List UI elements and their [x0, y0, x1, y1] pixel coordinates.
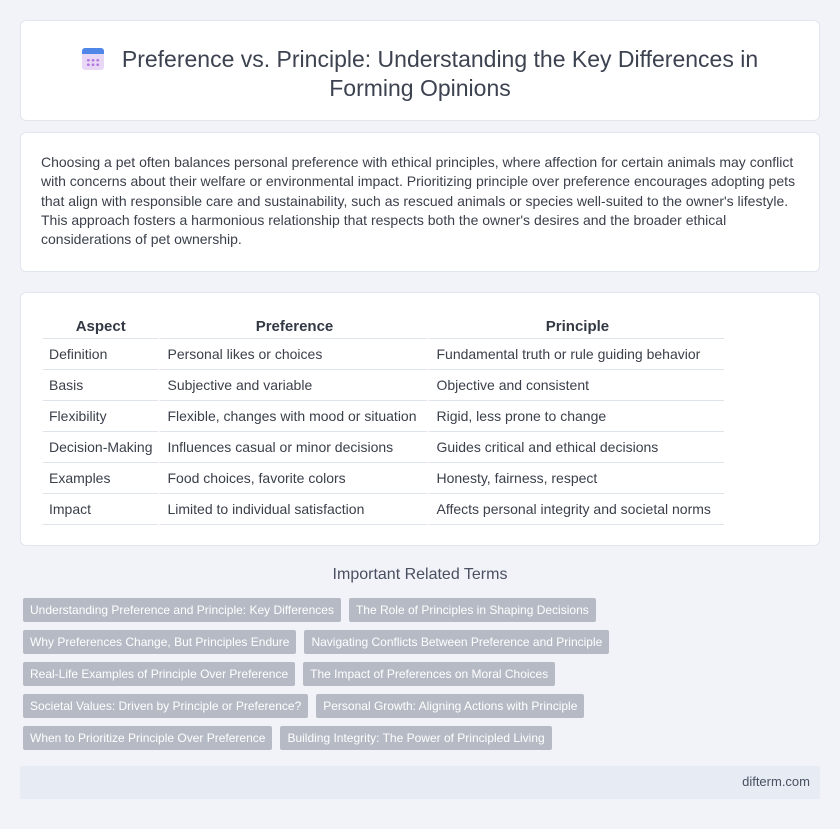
- related-term-tag[interactable]: The Role of Principles in Shaping Decisions: [349, 598, 596, 622]
- related-term-tag[interactable]: Personal Growth: Aligning Actions with Principle: [316, 694, 584, 718]
- tag-row: [23, 694, 803, 718]
- intro-paragraph: Choosing a pet often balances personal preference with ethical principles, where affection for certain animals may conflict with concerns about their welfare or environmental impact. Prioritizing principle over preference encourages adopting pets that align with responsible care and sustainability, such as rescued animals or species well-suited to the owner's lifestyle. This approach fosters a harmonious relationship that respects both the owner's desires and the broader ethical considerations of pet ownership.: [41, 154, 796, 248]
- page-title: Preference vs. Principle: Understanding the Key Differences in Forming Opinions: [121, 46, 759, 101]
- related-term-tag[interactable]: The Impact of Preferences on Moral Choices: [303, 662, 555, 686]
- cell-preference: Subjective and variable: [158, 370, 427, 401]
- intro-card: [20, 132, 820, 272]
- header-principle: Principle: [427, 314, 724, 339]
- table-row: [43, 494, 724, 525]
- related-term-tag[interactable]: When to Prioritize Principle Over Preference: [23, 726, 272, 750]
- cell-preference: Food choices, favorite colors: [158, 463, 427, 494]
- cell-aspect: Examples: [43, 463, 158, 494]
- tag-row: [23, 662, 803, 686]
- comparison-table-card: [20, 292, 820, 546]
- table-header-row: [43, 314, 724, 339]
- table-row: [43, 339, 724, 370]
- related-terms-heading: Important Related Terms: [332, 566, 508, 583]
- related-term-tag[interactable]: Societal Values: Driven by Principle or Preference?: [23, 694, 308, 718]
- cell-preference: Personal likes or choices: [158, 339, 427, 370]
- tag-row: [23, 726, 803, 750]
- cell-principle: Guides critical and ethical decisions: [427, 432, 724, 463]
- cell-preference: Limited to individual satisfaction: [158, 494, 427, 525]
- table-row: [43, 432, 724, 463]
- footer: [20, 766, 820, 799]
- cell-aspect: Impact: [43, 494, 158, 525]
- cell-preference: Flexible, changes with mood or situation: [158, 401, 427, 432]
- cell-principle: Fundamental truth or rule guiding behavior: [427, 339, 724, 370]
- tag-row: [23, 630, 803, 654]
- page-title-wrap: [21, 45, 819, 103]
- calendar-icon: [82, 48, 104, 70]
- cell-principle: Honesty, fairness, respect: [427, 463, 724, 494]
- table-row: [43, 370, 724, 401]
- related-term-tag[interactable]: Why Preferences Change, But Principles Endure: [23, 630, 296, 654]
- table-row: [43, 401, 724, 432]
- tag-row: [23, 598, 803, 622]
- footer-site-link[interactable]: difterm.com: [742, 774, 810, 789]
- cell-principle: Rigid, less prone to change: [427, 401, 724, 432]
- cell-aspect: Decision-Making: [43, 432, 158, 463]
- cell-principle: Objective and consistent: [427, 370, 724, 401]
- cell-preference: Influences casual or minor decisions: [158, 432, 427, 463]
- table-row: [43, 463, 724, 494]
- related-term-tag[interactable]: Real-Life Examples of Principle Over Preference: [23, 662, 295, 686]
- cell-aspect: Basis: [43, 370, 158, 401]
- comparison-table: [43, 314, 724, 525]
- related-term-tag[interactable]: Building Integrity: The Power of Principled Living: [280, 726, 551, 750]
- header-aspect: Aspect: [43, 314, 158, 339]
- title-card: [20, 20, 820, 121]
- header-preference: Preference: [158, 314, 427, 339]
- cell-aspect: Definition: [43, 339, 158, 370]
- related-term-tag[interactable]: Navigating Conflicts Between Preference and Principle: [304, 630, 609, 654]
- cell-principle: Affects personal integrity and societal norms: [427, 494, 724, 525]
- cell-aspect: Flexibility: [43, 401, 158, 432]
- related-term-tag[interactable]: Understanding Preference and Principle: Key Differences: [23, 598, 341, 622]
- related-terms-list: [23, 598, 803, 758]
